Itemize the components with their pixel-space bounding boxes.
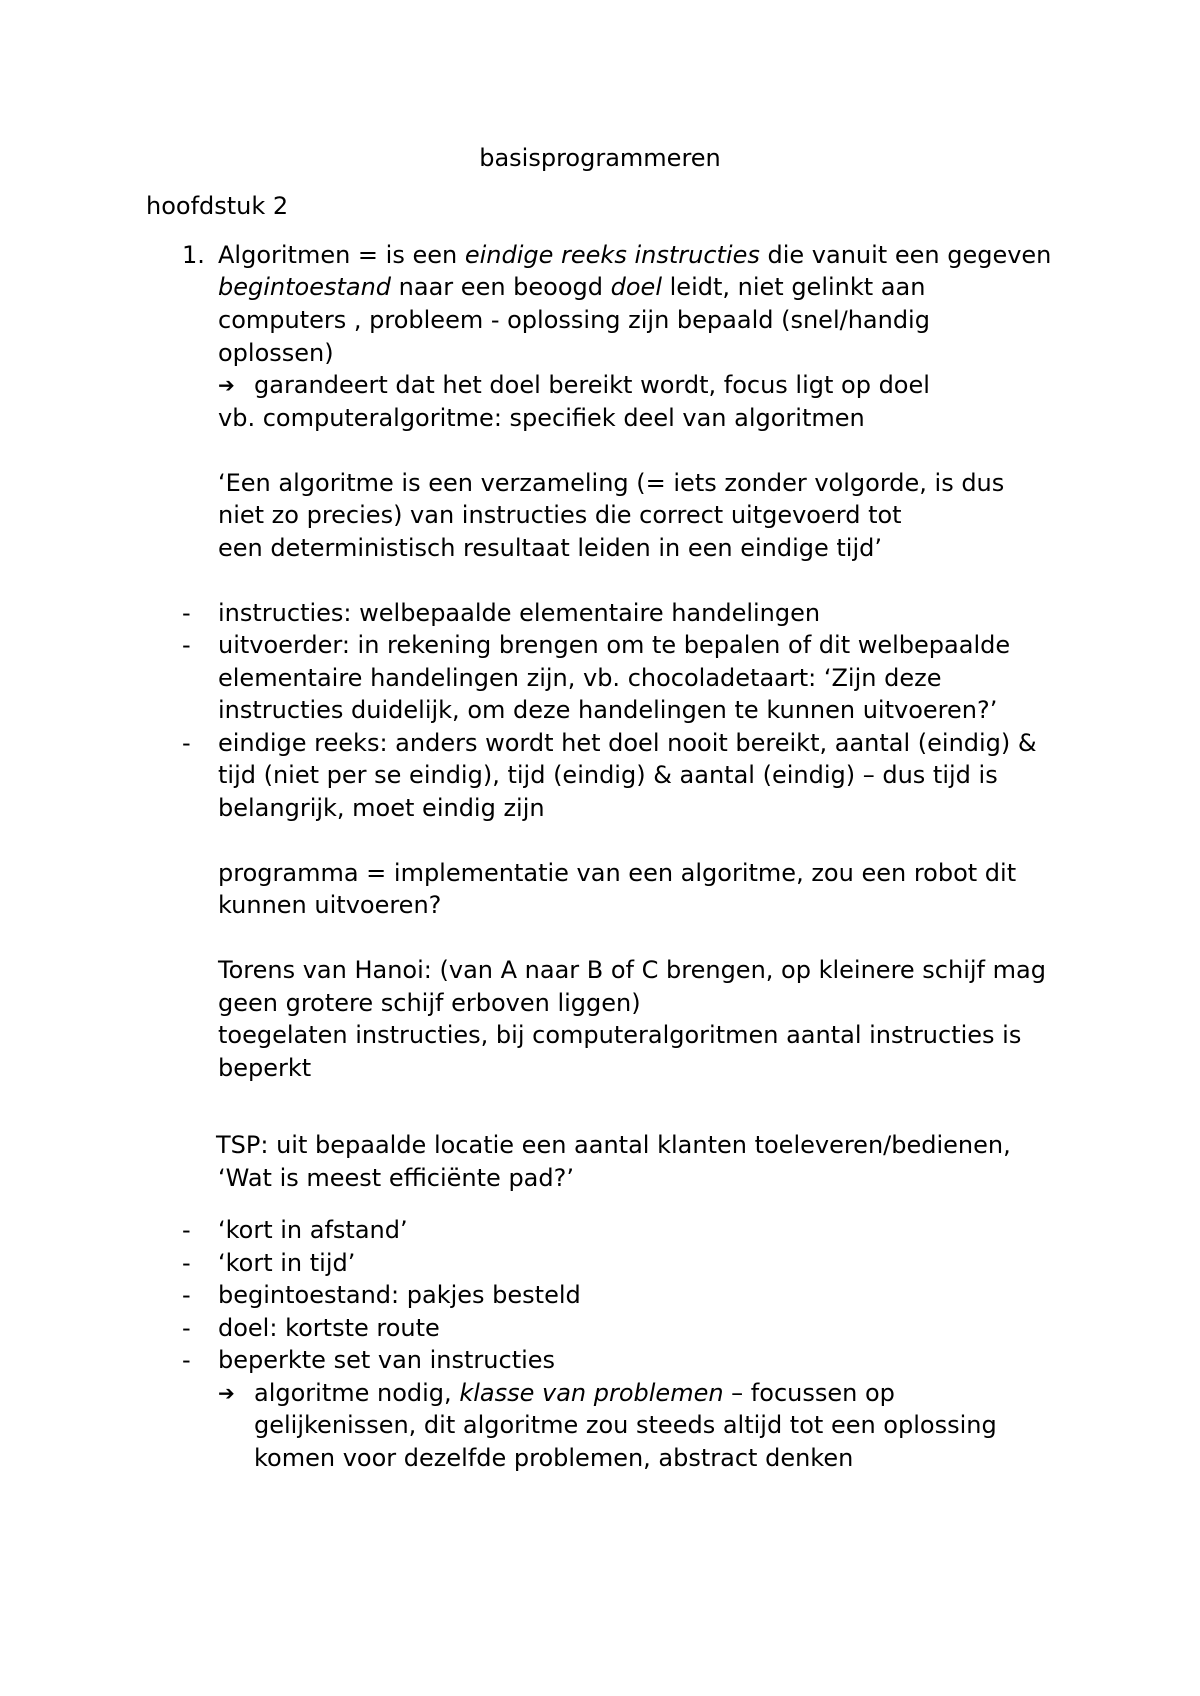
chapter-heading: hoofdstuk 2 [146,192,289,220]
item1-line-4: oplossen) [218,339,334,367]
arrow-line-2: gelijkenissen, dit algoritme zou steeds altijd tot een oplossing [254,1411,997,1439]
bullet-uitvoerder-3: instructies duidelijk, om deze handelingen te kunnen uitvoeren?’ [218,696,998,724]
bullet-uitvoerder-1: uitvoerder: in rekening brengen om te bepalen of dit welbepaalde [218,631,1011,659]
bullet-eindige-2: tijd (niet per se eindig), tijd (eindig) & aantal (eindig) – dus tijd is [218,761,998,789]
bullet-dash: - [182,729,191,757]
item1-arrow-text: garandeert dat het doel bereikt wordt, focus ligt op doel [254,371,930,399]
hanoi-line-2: geen grotere schijf erboven liggen) [218,989,641,1017]
tsp-line-1: TSP: uit bepaalde locatie een aantal klanten toeleveren/bedienen, [216,1131,1011,1159]
tsp-line-2: ‘Wat is meest efficiënte pad?’ [218,1164,574,1192]
arrow-line-1: algoritme nodig, klasse van problemen – focussen op [254,1379,895,1407]
bullet-dash: - [182,1249,191,1277]
quote-line-2: niet zo precies) van instructies die correct uitgevoerd tot [218,501,902,529]
bullet-dash: - [182,1216,191,1244]
bullet-beperkte-set: beperkte set van instructies [218,1346,556,1374]
bullet-uitvoerder-2: elementaire handelingen zijn, vb. chocoladetaart: ‘Zijn deze [218,664,942,692]
quote-line-3: een deterministisch resultaat leiden in een eindige tijd’ [218,534,882,562]
bullet-dash: - [182,631,191,659]
hanoi-line-3: toegelaten instructies, bij computeralgoritmen aantal instructies is [218,1021,1022,1049]
bullet-begintoestand: begintoestand: pakjes besteld [218,1281,581,1309]
item1-line-6: vb. computeralgoritme: specifiek deel van algoritmen [218,404,865,432]
bullet-dash: - [182,1314,191,1342]
bullet-dash: - [182,599,191,627]
arrow-icon: ➔ [218,373,235,397]
item1-line-3: computers , probleem - oplossing zijn bepaald (snel/handig [218,306,930,334]
bullet-instructies: instructies: welbepaalde elementaire handelingen [218,599,821,627]
item1-line-1: Algoritmen = is een eindige reeks instructies die vanuit een gegeven [218,241,1052,269]
bullet-dash: - [182,1346,191,1374]
document-title: basisprogrammeren [479,144,721,172]
item1-line-2: begintoestand naar een beoogd doel leidt, niet gelinkt aan [218,273,926,301]
quote-line-1: ‘Een algoritme is een verzameling (= iets zonder volgorde, is dus [218,469,1005,497]
hanoi-line-1: Torens van Hanoi: (van A naar B of C brengen, op kleinere schijf mag [218,956,1046,984]
programma-line-1: programma = implementatie van een algoritme, zou een robot dit [218,859,1017,887]
arrow-icon: ➔ [218,1381,235,1405]
bullet-doel: doel: kortste route [218,1314,440,1342]
bullet-kort-afstand: ‘kort in afstand’ [218,1216,408,1244]
arrow-line-3: komen voor dezelfde problemen, abstract denken [254,1444,854,1472]
list-number: 1. [182,241,205,269]
bullet-dash: - [182,1281,191,1309]
bullet-kort-tijd: ‘kort in tijd’ [218,1249,356,1277]
hanoi-line-4: beperkt [218,1054,312,1082]
programma-line-2: kunnen uitvoeren? [218,891,442,919]
bullet-eindige-1: eindige reeks: anders wordt het doel nooit bereikt, aantal (eindig) & [218,729,1037,757]
bullet-eindige-3: belangrijk, moet eindig zijn [218,794,545,822]
